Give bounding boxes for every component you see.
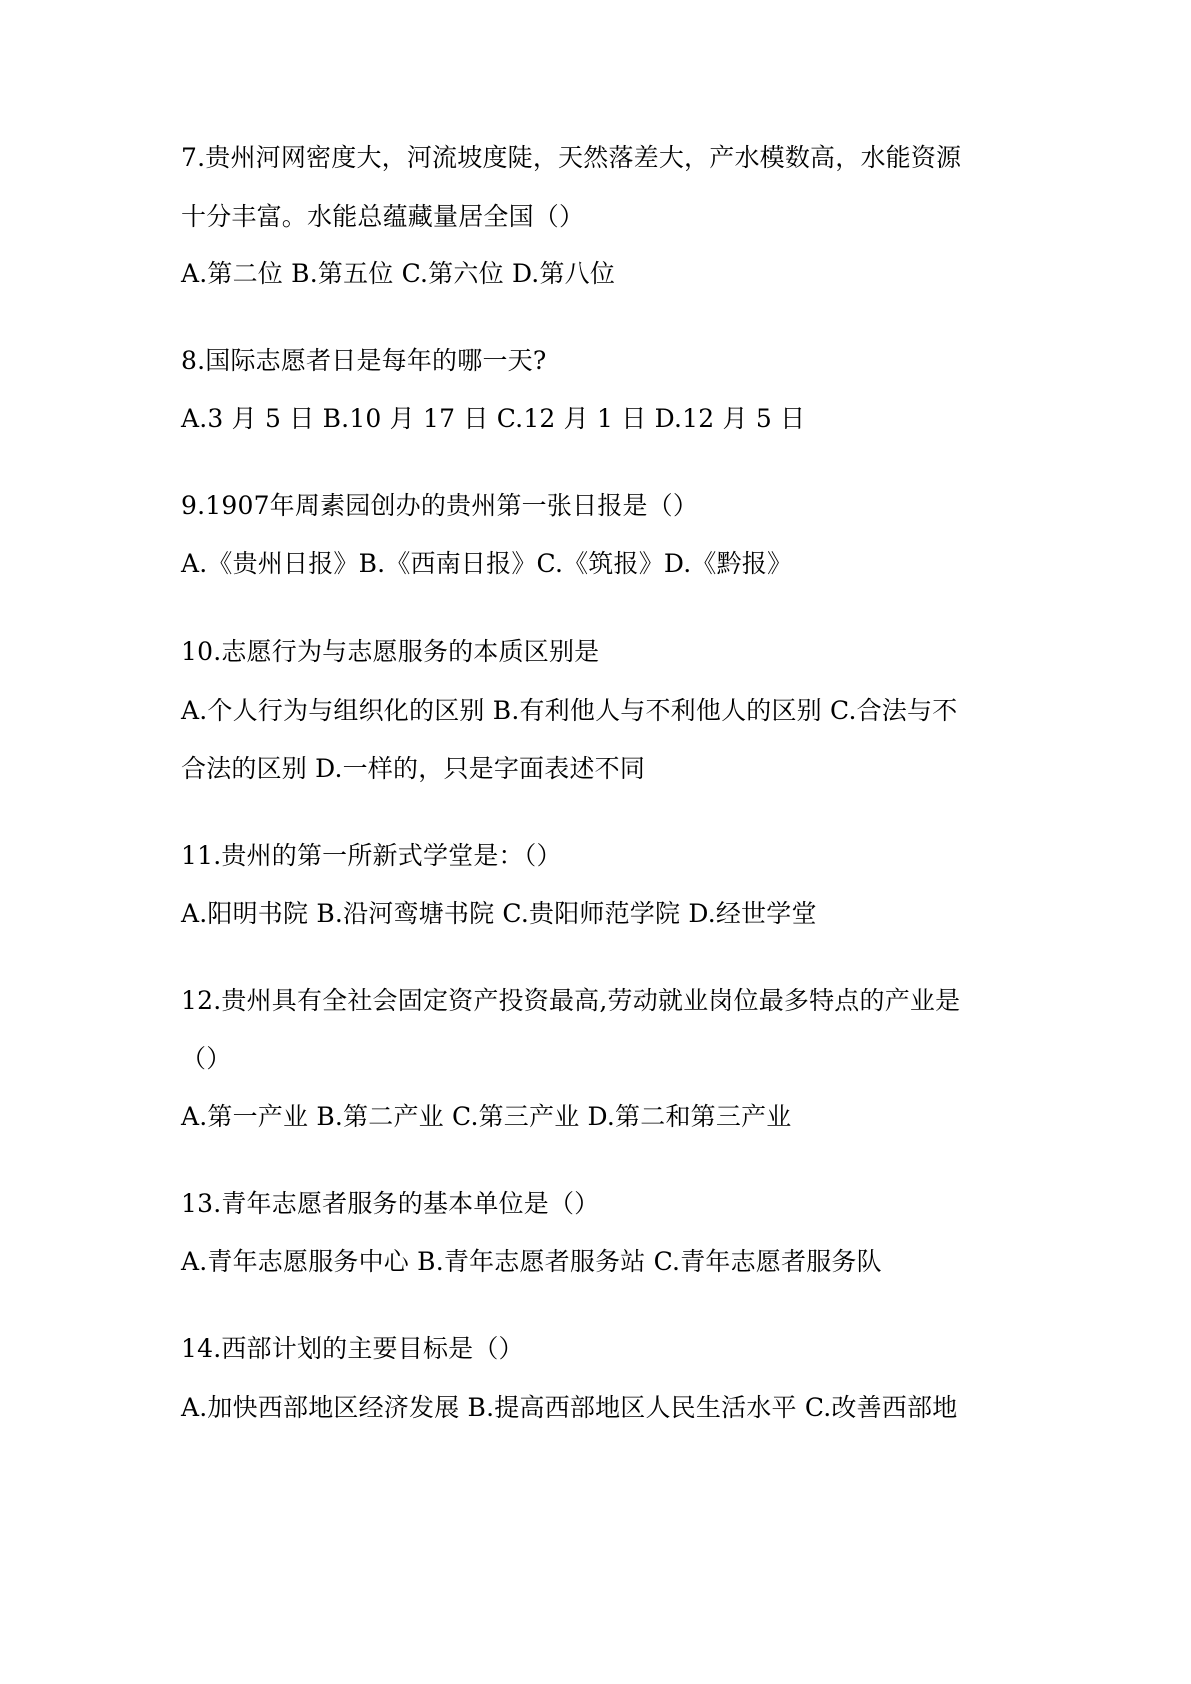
q9-question: 9.1907年周素园创办的贵州第一张日报是（） (181, 491, 699, 520)
q7-line-1: 7.贵州河网密度大，河流坡度陡，天然落差大，产水模数高，水能资源 (181, 143, 962, 172)
q8-question: 8.国际志愿者日是每年的哪一天? (181, 346, 547, 375)
q7-line-2: 十分丰富。水能总蕴藏量居全国（） (181, 202, 585, 231)
q10-options-line-1: A.个人行为与组织化的区别 B.有利他人与不利他人的区别 C.合法与不 (181, 696, 958, 725)
q14-options-line-1: A.加快西部地区经济发展 B.提高西部地区人民生活水平 C.改善西部地 (181, 1393, 958, 1422)
q11-question: 11.贵州的第一所新式学堂是：（） (181, 841, 562, 870)
q7-options: A.第二位 B.第五位 C.第六位 D.第八位 (181, 259, 616, 288)
q10-question: 10.志愿行为与志愿服务的本质区别是 (181, 637, 600, 666)
q13-options: A.青年志愿服务中心 B.青年志愿者服务站 C.青年志愿者服务队 (181, 1247, 882, 1276)
q9-options: A.《贵州日报》B.《西南日报》C.《筑报》D.《黔报》 (181, 549, 793, 578)
q8-options: A.3 月 5 日 B.10 月 17 日 C.12 月 1 日 D.12 月 5 日 (181, 404, 806, 433)
q12-question-line-1: 12.贵州具有全社会固定资产投资最高,劳动就业岗位最多特点的产业是 (181, 986, 961, 1015)
q14-question: 14.西部计划的主要目标是（） (181, 1334, 524, 1363)
q13-question: 13.青年志愿者服务的基本单位是（） (181, 1189, 600, 1218)
q12-question-line-2: （） (181, 1044, 232, 1073)
q11-options: A.阳明书院 B.沿河鸾塘书院 C.贵阳师范学院 D.经世学堂 (181, 899, 817, 928)
q10-options-line-2: 合法的区别 D.一样的，只是字面表述不同 (181, 754, 646, 783)
q12-options: A.第一产业 B.第二产业 C.第三产业 D.第二和第三产业 (181, 1102, 792, 1131)
